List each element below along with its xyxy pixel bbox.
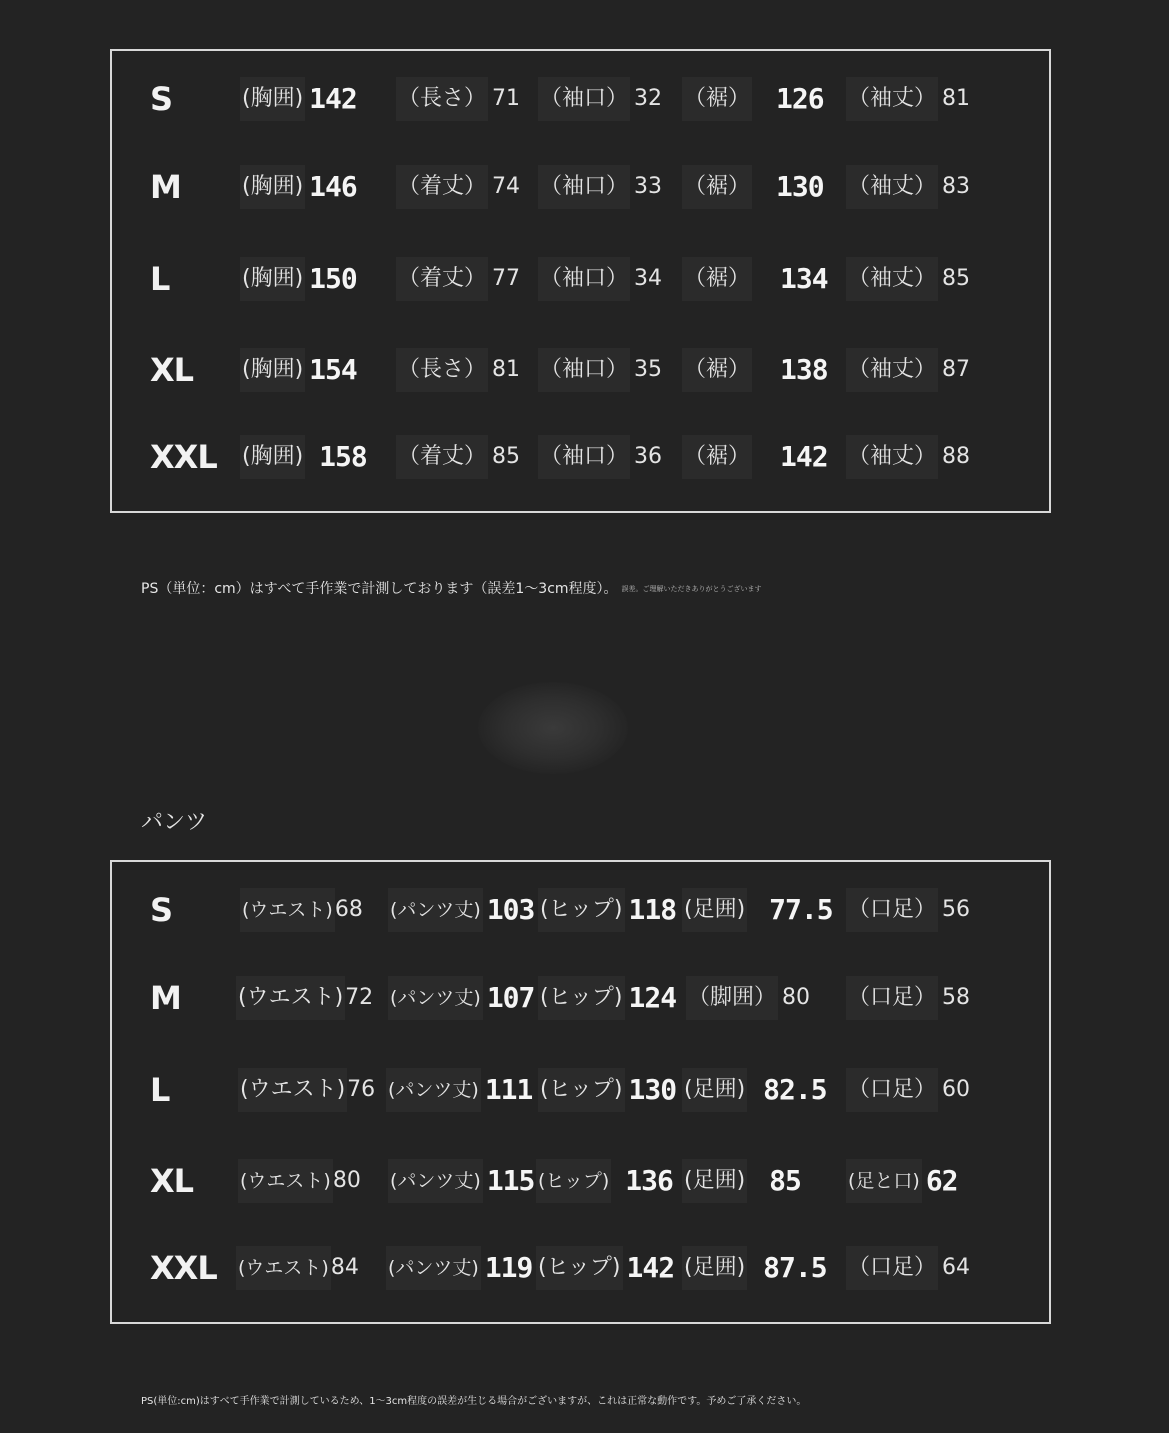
measure-hip: (ヒップ) 130: [538, 1068, 676, 1112]
size-label: M: [150, 168, 181, 206]
measure-sleeve: （袖丈） 81: [846, 77, 970, 121]
size-label: S: [150, 80, 173, 118]
measure-leg: (足囲) 85: [682, 1159, 801, 1203]
measure-length: （長さ） 71: [396, 77, 520, 121]
measure-hip: (ヒップ) 142: [536, 1246, 674, 1290]
measure-chest: (胸囲) 142: [240, 77, 357, 121]
measure-hip: (ヒップ) 118: [538, 888, 676, 932]
measure-cuff: （袖口） 34: [538, 257, 662, 301]
measure-hip: (ヒップ) 124: [538, 976, 676, 1020]
measure-hem: （裾） 126: [682, 77, 824, 121]
measure-sleeve: （袖丈） 85: [846, 257, 970, 301]
size-label: XXL: [150, 438, 217, 476]
measurement-note-bottom: PS(単位:cm)はすべて手作業で計測しているため、1～3cm程度の誤差が生じる場合がございますが、これは正常な動作です。予めご了承ください。: [141, 1396, 807, 1407]
measure-cuff: （袖口） 35: [538, 348, 662, 392]
measure-length: （長さ） 81: [396, 348, 520, 392]
top-row-l: [112, 257, 1049, 301]
measure-chest: (胸囲) 150: [240, 257, 357, 301]
size-label: S: [150, 891, 173, 929]
measure-pants-length: (パンツ丈) 103: [388, 888, 534, 932]
size-label: XXL: [150, 1249, 217, 1287]
measure-sleeve: （袖丈） 83: [846, 165, 970, 209]
size-label: M: [150, 979, 181, 1017]
measure-chest: (胸囲) 158: [240, 435, 367, 479]
measure-hem-opening: （口足） 56: [846, 888, 970, 932]
pants-row-m: [112, 976, 1049, 1020]
measure-cuff: （袖口） 36: [538, 435, 662, 479]
top-row-s: [112, 77, 1049, 121]
measure-pants-length: (パンツ丈) 107: [388, 976, 534, 1020]
top-row-xl: [112, 348, 1049, 392]
top-size-table: [110, 49, 1051, 513]
size-label: XL: [150, 351, 194, 389]
pants-row-xxl: [112, 1246, 1049, 1290]
pants-heading: パンツ: [141, 810, 208, 835]
measure-waist: (ウエスト) 68: [240, 888, 363, 932]
measure-hem: （裾） 138: [682, 348, 828, 392]
measure-sleeve: （袖丈） 88: [846, 435, 970, 479]
measure-chest: (胸囲) 146: [240, 165, 357, 209]
measure-hem-opening: （口足） 64: [846, 1246, 970, 1290]
measure-waist: (ウエスト) 76: [238, 1068, 375, 1112]
measure-length: （着丈） 77: [396, 257, 520, 301]
size-label: L: [150, 260, 170, 298]
measure-leg: (足囲) 77.5: [682, 888, 833, 932]
pants-row-xl: [112, 1159, 1049, 1203]
measure-hem-opening: (足と口) 62: [846, 1159, 958, 1203]
measure-waist: (ウエスト) 80: [238, 1159, 361, 1203]
measure-hem: （裾） 130: [682, 165, 824, 209]
smudge-mark: [478, 682, 628, 774]
measurement-note-top: PS（単位：cm）はすべて手作業で計測しております（誤差1～3cm程度）。 誤差。ご理解いただきありがとうございます: [141, 581, 762, 597]
measure-hem: （裾） 142: [682, 435, 828, 479]
measure-pants-length: (パンツ丈) 119: [386, 1246, 532, 1290]
measure-leg: (足囲) 87.5: [682, 1246, 827, 1290]
measure-pants-length: (パンツ丈) 115: [388, 1159, 534, 1203]
measure-waist: (ウエスト) 72: [236, 976, 373, 1020]
pants-row-s: [112, 888, 1049, 932]
measure-leg: （脚囲） 80: [686, 976, 810, 1020]
size-label: XL: [150, 1162, 194, 1200]
measure-sleeve: （袖丈） 87: [846, 348, 970, 392]
measure-pants-length: (パンツ丈) 111: [386, 1068, 532, 1112]
measure-length: （着丈） 85: [396, 435, 520, 479]
measure-chest: (胸囲) 154: [240, 348, 357, 392]
top-row-xxl: [112, 435, 1049, 479]
measure-cuff: （袖口） 33: [538, 165, 662, 209]
pants-size-table: [110, 860, 1051, 1324]
measure-cuff: （袖口） 32: [538, 77, 662, 121]
measure-hem-opening: （口足） 60: [846, 1068, 970, 1112]
measure-waist: (ウエスト) 84: [236, 1246, 359, 1290]
measure-hem: （裾） 134: [682, 257, 828, 301]
pants-row-l: [112, 1068, 1049, 1112]
size-label: L: [150, 1071, 170, 1109]
measure-length: （着丈） 74: [396, 165, 520, 209]
measure-hem-opening: （口足） 58: [846, 976, 970, 1020]
measure-leg: (足囲) 82.5: [682, 1068, 827, 1112]
top-row-m: [112, 165, 1049, 209]
measure-hip: (ヒップ) 136: [536, 1159, 673, 1203]
